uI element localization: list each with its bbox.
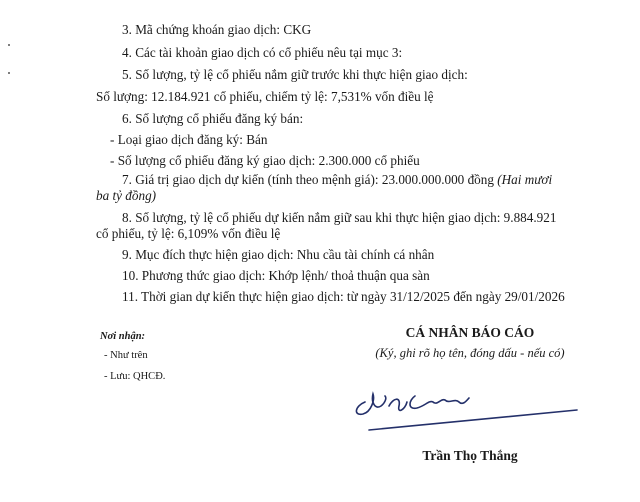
recipients-heading: Nơi nhận:	[100, 331, 146, 342]
item-6-transaction-type: - Loại giao dịch đăng ký: Bán	[110, 132, 268, 147]
signer-title: CÁ NHÂN BÁO CÁO	[405, 325, 535, 340]
item-4-trading-accounts: 4. Các tài khoản giao dịch có cổ phiếu nêu tại mục 3:	[122, 45, 403, 60]
item-6-registered-sell: 6. Số lượng cổ phiếu đăng ký bán:	[122, 111, 304, 126]
item-7-value-in-words-cont: ba tỷ đồng)	[96, 188, 157, 203]
item-7-main-text: 7. Giá trị giao dịch dự kiến (tính theo mệnh giá): 23.000.000.000 đồng	[122, 172, 494, 187]
signer-instruction: (Ký, ghi rõ họ tên, đóng dấu - nếu có)	[375, 346, 565, 360]
margin-mark	[8, 44, 10, 46]
item-5-holdings-before: 5. Số lượng, tỷ lệ cổ phiếu nắm giữ trước khi thực hiện giao dịch:	[122, 67, 468, 82]
signer-name: Trần Thọ Thắng	[422, 448, 518, 463]
item-10-method: 10. Phương thức giao dịch: Khớp lệnh/ thoả thuận qua sàn	[122, 268, 430, 283]
item-8-holdings-after: 8. Số lượng, tỷ lệ cổ phiếu dự kiến nắm giữ sau khi thực hiện giao dịch: 9.884.921	[122, 210, 557, 225]
recipients-line-1: - Như trên	[104, 350, 148, 361]
margin-mark	[8, 72, 10, 74]
item-5-detail: Số lượng: 12.184.921 cổ phiếu, chiếm tỷ lệ: 7,531% vốn điều lệ	[96, 89, 434, 104]
item-7-transaction-value	[122, 172, 552, 188]
recipients-line-2: - Lưu: QHCĐ.	[104, 371, 166, 382]
item-9-purpose: 9. Mục đích thực hiện giao dịch: Nhu cầu tài chính cá nhân	[122, 247, 435, 262]
item-11-timeframe: 11. Thời gian dự kiến thực hiện giao dịch: từ ngày 31/12/2025 đến ngày 29/01/2026	[122, 289, 565, 304]
handwritten-signature	[345, 380, 585, 440]
item-6-quantity: - Số lượng cổ phiếu đăng ký giao dịch: 2.300.000 cổ phiếu	[110, 153, 420, 168]
item-8-holdings-after-cont: cổ phiếu, tỷ lệ: 6,109% vốn điều lệ	[96, 226, 281, 241]
item-7-value-in-words: (Hai mươi	[497, 172, 553, 187]
item-3-stock-code: 3. Mã chứng khoán giao dịch: CKG	[122, 22, 312, 37]
